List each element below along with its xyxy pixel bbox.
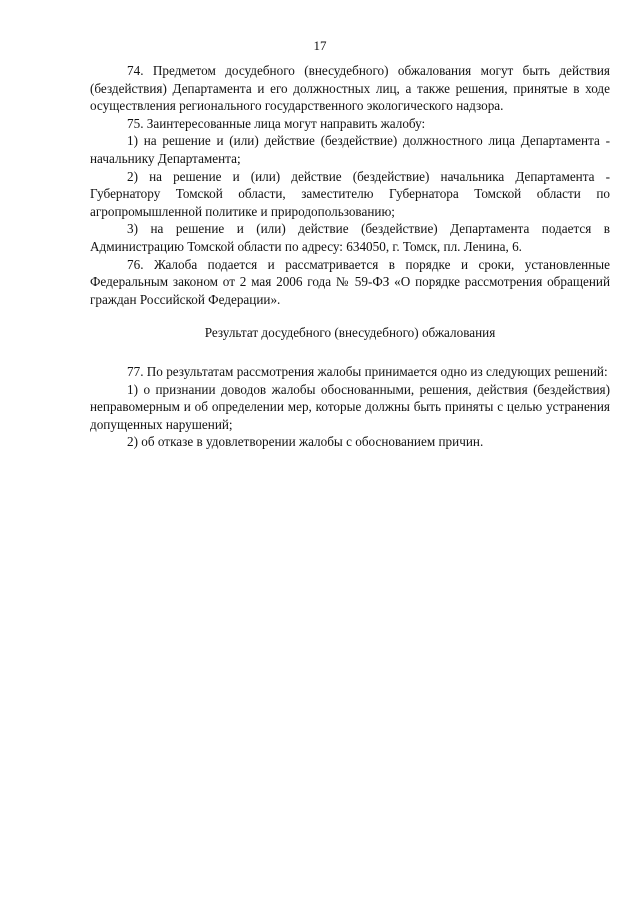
paragraph-74: 74. Предметом досудебного (внесудебного) обжалования могут быть действия (бездействия) Департамента и его должностных лиц, а также решения, принятые в ходе осуществления регионального государственного экологического надзора.	[90, 63, 610, 114]
paragraph-77: 77. По результатам рассмотрения жалобы принимается одно из следующих решений:	[127, 363, 608, 379]
paragraph-77-item-1: 1) о признании доводов жалобы обоснованными, решения, действия (бездействия) неправомерным и об определении мер, которые должны быть приняты с целью устранения допущенных нарушений;	[90, 381, 610, 432]
page-number: 17	[313, 38, 327, 53]
paragraph-77-item-2: 2) об отказе в удовлетворении жалобы с обоснованием причин.	[127, 434, 484, 450]
document-body	[90, 62, 610, 451]
section-heading: Результат досудебного (внесудебного) обжалования	[204, 325, 496, 341]
paragraph-75-item-3: 3) на решение и (или) действие (бездействие) Департамента подается в Администрацию Томской области по адресу: 634050, г. Томск, пл. Ленина, 6.	[90, 221, 610, 254]
paragraph-75-item-2: 2) на решение и (или) действие (бездействие) начальника Департамента - Губернатору Томской области, заместителю Губернатора Томской области по агропромышленной политике и природопользованию;	[90, 168, 610, 219]
paragraph-75: 75. Заинтересованные лица могут направить жалобу:	[127, 115, 426, 131]
paragraph-76: 76. Жалоба подается и рассматривается в порядке и сроки, установленные Федеральным законом от 2 мая 2006 года № 59-ФЗ «О порядке рассмотрения обращений граждан Российской Федерации».	[90, 256, 610, 307]
paragraph-75-item-1: 1) на решение и (или) действие (бездействие) должностного лица Департамента - начальнику Департамента;	[90, 133, 610, 166]
